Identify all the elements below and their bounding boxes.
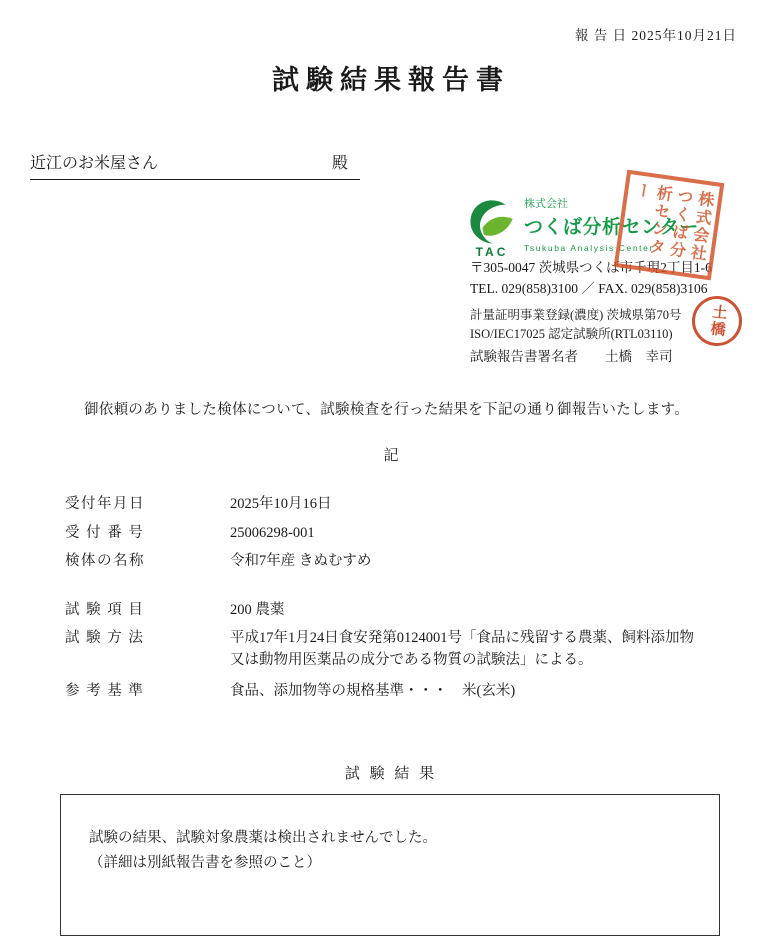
- field-label: 受 付 番 号: [65, 524, 145, 541]
- field-value: 25006298-001: [230, 524, 315, 541]
- round-seal-text: 土橋: [707, 303, 728, 339]
- intro-paragraph: 御依頼のありました検体について、試験検査を行った結果を下記の通り御報告いたします。: [84, 402, 690, 418]
- field-row-receipt-date: [65, 494, 720, 516]
- result-box: [60, 794, 720, 936]
- recipient-honorific: 殿: [331, 155, 348, 172]
- square-seal-text: 株式会社つくば分析センター: [632, 180, 715, 264]
- tac-leaf-logo-icon: [466, 198, 518, 244]
- field-row-test-item: [65, 600, 720, 622]
- field-label: 試 験 方 法: [65, 630, 145, 646]
- field-label: 参 考 基 準: [65, 683, 145, 699]
- field-label: 試 験 項 目: [65, 601, 145, 618]
- field-row-test-method: [65, 628, 720, 671]
- registration-block: [470, 306, 681, 344]
- tel-fax: TEL. 029(858)3100 ／ FAX. 029(858)3106: [470, 281, 708, 296]
- field-label: 検体の名称: [65, 553, 145, 569]
- field-value: 食品、添加物等の規格基準・・・ 米(玄米): [230, 683, 516, 699]
- field-value: 令和7年産 きぬむすめ: [230, 553, 372, 569]
- registration-iso: ISO/IEC17025 認定試験所(RTL03110): [470, 327, 673, 341]
- result-note: （詳細は別紙報告書を参照のこと）: [89, 855, 321, 871]
- field-value: 平成17年1月24日食安発第0124001号「食品に残留する農薬、飼料添加物又は動物用医薬品の成分である物質の試験法」による。: [230, 630, 694, 668]
- result-statement: 試験の結果、試験対象農薬は検出されませんでした。: [89, 830, 437, 846]
- company-logo: [466, 198, 518, 259]
- field-label: 受付年月日: [65, 496, 145, 512]
- signer-round-seal: [690, 294, 745, 349]
- recipient-line: [30, 150, 360, 180]
- logo-acronym: TAC: [475, 245, 509, 259]
- company-square-seal: [614, 170, 725, 281]
- postal-address: 〒305-0047 茨城県つくば市千現2丁目1-6: [470, 260, 712, 275]
- field-value: 2025年10月16日: [230, 496, 332, 512]
- record-marker: 記: [383, 448, 399, 464]
- page-title: 試験結果報告書: [272, 65, 510, 95]
- field-row-sample-name: [65, 551, 720, 573]
- company-prefix: 株式会社: [524, 198, 568, 210]
- results-heading: 試 験 結 果: [344, 766, 438, 782]
- company-name: つくば分析センター: [524, 217, 699, 238]
- field-value: 200 農薬: [230, 601, 285, 618]
- report-date: 報 告 日 2025年10月21日: [574, 28, 737, 43]
- registration-metrology: 計量証明事業登録(濃度) 茨城県第70号: [470, 308, 682, 322]
- field-row-reference-standard: [65, 681, 720, 703]
- signer-line: 試験報告書署名者 土橋 幸司: [470, 349, 673, 364]
- company-name-en: Tsukuba Analysis Center: [524, 243, 654, 253]
- field-row-receipt-number: [65, 523, 720, 545]
- fields-section: [65, 494, 720, 710]
- recipient-name: 近江のお米屋さん: [30, 155, 159, 172]
